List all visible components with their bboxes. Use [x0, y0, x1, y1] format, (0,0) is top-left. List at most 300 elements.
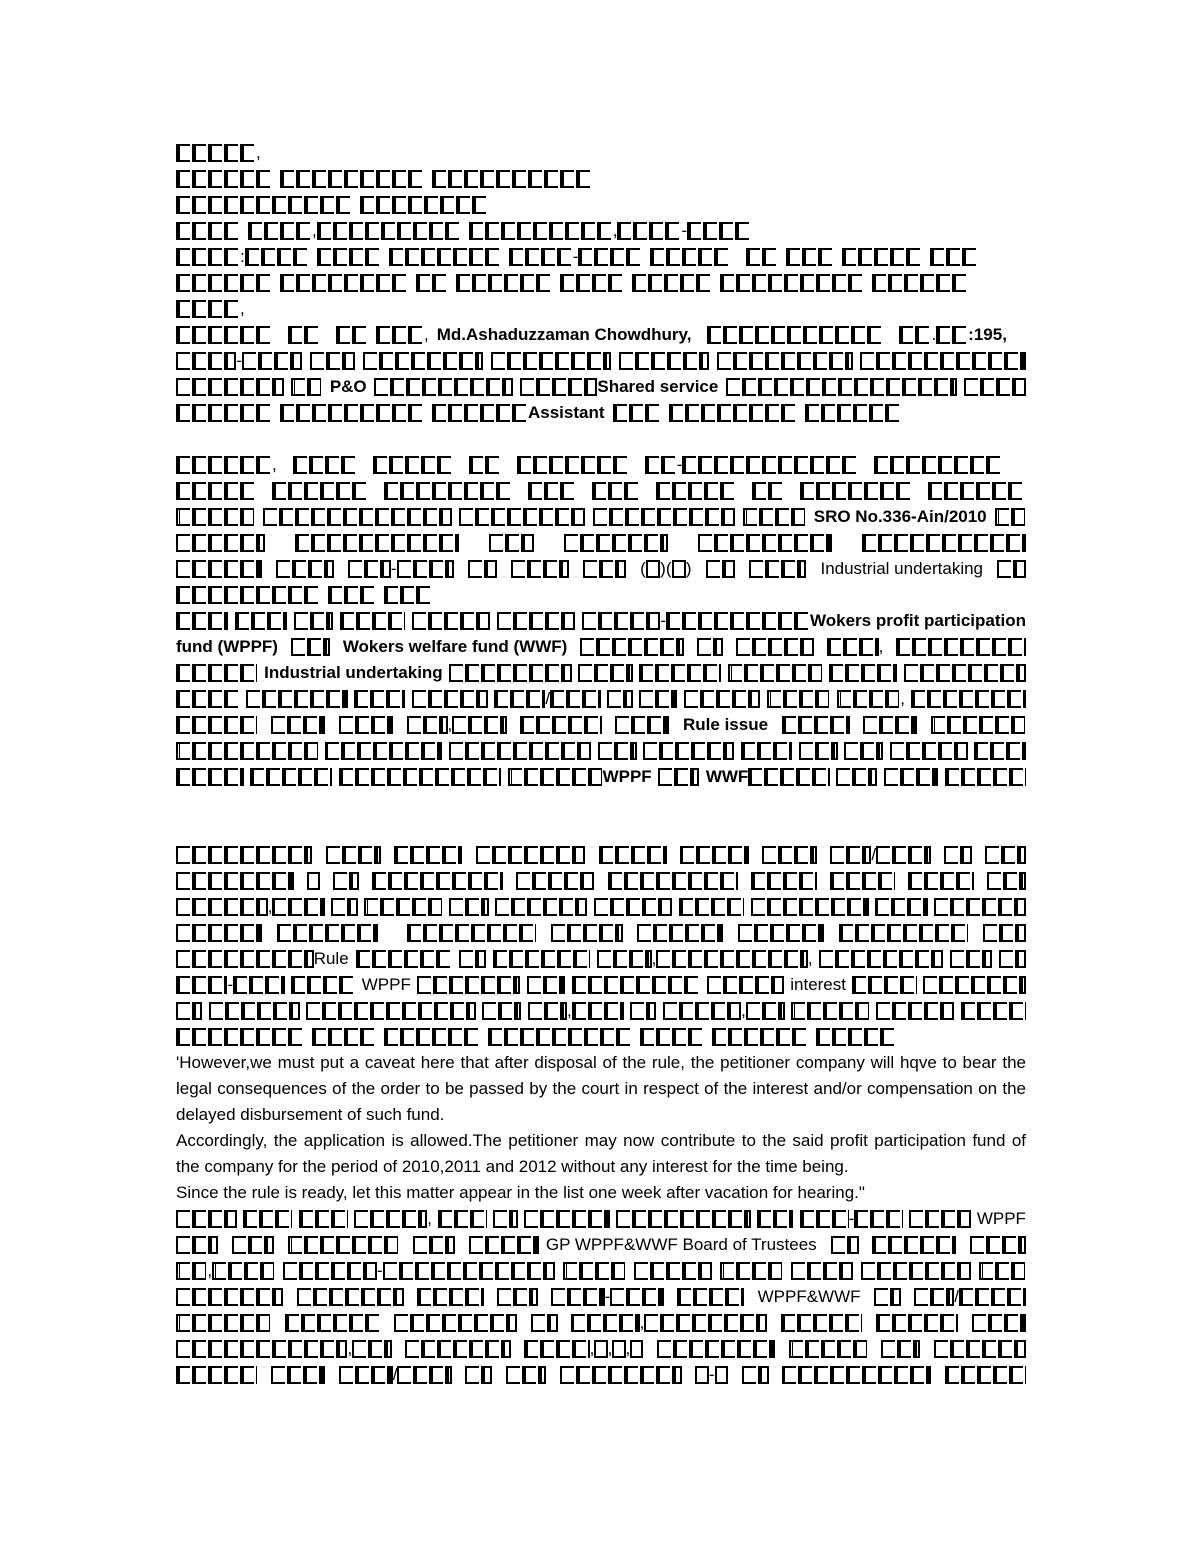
- unrendered-glyphs: [372, 872, 503, 890]
- unrendered-glyphs: [944, 846, 971, 864]
- unrendered-glyphs: [728, 664, 823, 682]
- unrendered-glyphs: [863, 716, 917, 734]
- unrendered-glyphs: [672, 560, 686, 578]
- unrendered-glyphs: [752, 482, 784, 500]
- closing-line-3: , -: [176, 1258, 1026, 1284]
- unrendered-glyphs: [384, 1028, 480, 1046]
- unrendered-glyphs: [384, 482, 512, 500]
- unrendered-glyphs: [697, 638, 723, 656]
- unrendered-glyphs: [469, 456, 501, 474]
- unrendered-glyphs: [176, 872, 294, 890]
- unrendered-glyphs: [872, 274, 968, 292]
- unrendered-glyphs: [896, 638, 1026, 656]
- para2-line-6: [176, 582, 1026, 608]
- unrendered-glyphs: [307, 872, 320, 890]
- unrendered-glyphs: [615, 716, 669, 734]
- unrendered-glyphs: [339, 1366, 393, 1384]
- intro-line-4: Assistant: [176, 400, 1026, 426]
- unrendered-glyphs: [394, 846, 462, 864]
- recipient-line-2: [176, 192, 1026, 218]
- unrendered-glyphs: [412, 612, 491, 630]
- unrendered-glyphs: [176, 534, 265, 552]
- subject-line-1: : -: [176, 244, 1026, 270]
- unrendered-glyphs: [656, 950, 807, 968]
- unrendered-glyphs: [508, 768, 603, 786]
- unrendered-glyphs: [493, 1210, 518, 1228]
- unrendered-glyphs: [720, 1262, 783, 1280]
- unrendered-glyphs: [176, 144, 256, 162]
- unrendered-glyphs: [551, 924, 623, 942]
- unrendered-glyphs: [176, 742, 319, 760]
- unrendered-glyphs: [176, 560, 262, 578]
- unrendered-glyphs: [176, 248, 240, 266]
- unrendered-glyphs: [909, 1210, 970, 1228]
- unrendered-glyphs: [881, 1340, 921, 1358]
- para2-line-4: [176, 530, 1026, 556]
- unrendered-glyphs: [520, 716, 601, 734]
- unrendered-glyphs: [616, 1210, 751, 1228]
- unrendered-glyphs: [312, 1028, 376, 1046]
- unrendered-glyphs: [852, 976, 916, 994]
- unrendered-glyphs: [844, 742, 883, 760]
- para3-line-2: [176, 868, 1026, 894]
- unrendered-glyphs: [250, 768, 331, 786]
- unrendered-glyphs: [432, 170, 592, 188]
- unrendered-glyphs: [283, 1262, 377, 1280]
- unrendered-glyphs: [354, 690, 405, 708]
- unrendered-glyphs: [682, 456, 858, 474]
- unrendered-glyphs: [293, 456, 357, 474]
- para2-line-3: SRO No.336-Ain/2010: [176, 504, 1026, 530]
- unrendered-glyphs: [874, 456, 1002, 474]
- unrendered-glyphs: [272, 898, 324, 916]
- unrendered-glyphs: [528, 482, 576, 500]
- unrendered-glyphs: [509, 248, 573, 266]
- document-body: [176, 140, 1026, 1388]
- unrendered-glyphs: [243, 1210, 292, 1228]
- unrendered-glyphs: [212, 1262, 275, 1280]
- unrendered-glyphs: [640, 1028, 704, 1046]
- unrendered-glyphs: [560, 1366, 682, 1384]
- unrendered-glyphs: [520, 378, 597, 396]
- para2-line-2: [176, 478, 1026, 504]
- unrendered-glyphs: [291, 638, 330, 656]
- unrendered-glyphs: [836, 768, 877, 786]
- unrendered-glyphs: [680, 846, 748, 864]
- unrendered-glyphs: [449, 742, 592, 760]
- unrendered-glyphs: [782, 1366, 931, 1384]
- unrendered-glyphs: [524, 1210, 610, 1228]
- unrendered-glyphs: [970, 1236, 1026, 1254]
- unrendered-glyphs: [684, 690, 760, 708]
- unrendered-glyphs: [746, 1002, 785, 1020]
- unrendered-glyphs: [449, 898, 488, 916]
- unrendered-glyphs: [800, 482, 912, 500]
- unrendered-glyphs: [469, 222, 613, 240]
- unrendered-glyphs: [580, 638, 684, 656]
- unrendered-glyphs: [354, 1210, 428, 1228]
- unrendered-glyphs: [837, 690, 901, 708]
- unrendered-glyphs: [831, 1236, 859, 1254]
- unrendered-glyphs: [176, 846, 312, 864]
- unrendered-glyphs: [339, 768, 502, 786]
- unrendered-glyphs: [551, 1288, 605, 1306]
- unrendered-glyphs: [297, 1288, 404, 1306]
- unrendered-glyphs: [263, 508, 452, 526]
- unrendered-glyphs: [517, 456, 629, 474]
- unrendered-glyphs: [876, 846, 931, 864]
- unrendered-glyphs: [613, 404, 661, 422]
- unrendered-glyphs: [630, 1340, 643, 1358]
- unrendered-glyphs: [288, 1236, 400, 1254]
- unrendered-glyphs: [762, 846, 817, 864]
- unrendered-glyphs: [550, 690, 601, 708]
- unrendered-glyphs: [934, 898, 1026, 916]
- unrendered-glyphs: [373, 456, 453, 474]
- unrendered-glyphs: [736, 638, 814, 656]
- unrendered-glyphs: [904, 664, 1026, 682]
- unrendered-glyphs: [582, 612, 661, 630]
- unrendered-glyphs: [862, 534, 1026, 552]
- unrendered-glyphs: [176, 1028, 304, 1046]
- unrendered-glyphs: [679, 898, 745, 916]
- unrendered-glyphs: [650, 248, 730, 266]
- unrendered-glyphs: [800, 1210, 849, 1228]
- para2-line-1: , -: [176, 452, 1026, 478]
- unrendered-glyphs: [669, 404, 797, 422]
- unrendered-glyphs: [827, 638, 879, 656]
- unrendered-glyphs: [830, 872, 895, 890]
- unrendered-glyphs: [489, 534, 534, 552]
- unrendered-glyphs: [607, 690, 632, 708]
- unrendered-glyphs: [363, 352, 484, 370]
- unrendered-glyphs: [829, 664, 897, 682]
- unrendered-glyphs: [742, 1366, 769, 1384]
- unrendered-glyphs: [352, 1340, 392, 1358]
- unrendered-glyphs: [945, 768, 1026, 786]
- unrendered-glyphs: [706, 560, 735, 578]
- unrendered-glyphs: [506, 1366, 547, 1384]
- unrendered-glyphs: [617, 222, 681, 240]
- unrendered-glyphs: [417, 1288, 484, 1306]
- unrendered-glyphs: [663, 1002, 741, 1020]
- unrendered-glyphs: [717, 352, 853, 370]
- unrendered-glyphs: [528, 1002, 567, 1020]
- unrendered-glyphs: [791, 1002, 869, 1020]
- closing-line-1: , - WPPF: [176, 1206, 1026, 1232]
- unrendered-glyphs: [876, 1314, 958, 1332]
- unrendered-glyphs: [176, 1366, 257, 1384]
- unrendered-glyphs: [482, 1002, 521, 1020]
- unrendered-glyphs: [928, 482, 1024, 500]
- unrendered-glyphs: [488, 1028, 632, 1046]
- unrendered-glyphs: [459, 508, 585, 526]
- unrendered-glyphs: [875, 898, 927, 916]
- unrendered-glyphs: [246, 690, 348, 708]
- unrendered-glyphs: [336, 326, 368, 344]
- address-line: , , -: [176, 218, 1026, 244]
- unrendered-glyphs: [288, 326, 320, 344]
- unrendered-glyphs: [643, 742, 734, 760]
- para3-line-8: [176, 1024, 1026, 1050]
- unrendered-glyphs: [280, 404, 424, 422]
- unrendered-glyphs: [639, 664, 720, 682]
- unrendered-glyphs: [340, 612, 405, 630]
- salutation-line: ,: [176, 140, 1026, 166]
- para2-line-7: - Wokers profit participation: [176, 608, 1026, 634]
- unrendered-glyphs: [176, 1314, 271, 1332]
- unrendered-glyphs: [578, 248, 642, 266]
- unrendered-glyphs: [658, 768, 699, 786]
- unrendered-glyphs: [999, 950, 1027, 968]
- unrendered-glyphs: [176, 924, 262, 942]
- unrendered-glyphs: [325, 742, 442, 760]
- intro-line-1: , Md.Ashaduzzaman Chowdhury, . :195,: [176, 322, 1026, 348]
- unrendered-glyphs: [280, 170, 424, 188]
- unrendered-glyphs: [983, 924, 1026, 942]
- unrendered-glyphs: [465, 1366, 492, 1384]
- unrendered-glyphs: [176, 664, 257, 682]
- unrendered-glyphs: [449, 664, 571, 682]
- unrendered-glyphs: [176, 1288, 283, 1306]
- unrendered-glyphs: [861, 1262, 971, 1280]
- unrendered-glyphs: [632, 274, 712, 292]
- unrendered-glyphs: [974, 742, 1026, 760]
- unrendered-glyphs: [176, 716, 257, 734]
- unrendered-glyphs: [280, 274, 408, 292]
- unrendered-glyphs: [397, 1366, 451, 1384]
- unrendered-glyphs: [291, 976, 355, 994]
- unrendered-glyphs: [751, 872, 816, 890]
- unrendered-glyphs: [476, 846, 585, 864]
- unrendered-glyphs: [235, 612, 287, 630]
- unrendered-glyphs: [645, 456, 677, 474]
- unrendered-glyphs: [884, 768, 938, 786]
- unrendered-glyphs: [233, 976, 284, 994]
- unrendered-glyphs: [572, 976, 701, 994]
- unrendered-glyphs: [698, 534, 832, 552]
- unrendered-glyphs: [493, 950, 589, 968]
- unrendered-glyphs: [348, 560, 391, 578]
- unrendered-glyphs: [176, 274, 272, 292]
- unrendered-glyphs: [272, 482, 368, 500]
- unrendered-glyphs: [176, 898, 268, 916]
- unrendered-glyphs: [950, 950, 991, 968]
- unrendered-glyphs: [317, 248, 381, 266]
- unrendered-glyphs: [413, 1236, 455, 1254]
- unrendered-glyphs: [914, 1288, 954, 1306]
- unrendered-glyphs: [726, 378, 957, 396]
- unrendered-glyphs: [816, 1028, 896, 1046]
- unrendered-glyphs: [908, 872, 973, 890]
- unrendered-glyphs: [563, 1262, 626, 1280]
- closing-line-5: ,: [176, 1310, 1026, 1336]
- unrendered-glyphs: [592, 482, 640, 500]
- para2-line-10: / ,: [176, 686, 1026, 712]
- unrendered-glyphs: [890, 742, 968, 760]
- unrendered-glyphs: [749, 560, 806, 578]
- unrendered-glyphs: [646, 560, 660, 578]
- para2-line-8: fund (WPPF) Wokers welfare fund (WWF) ,: [176, 634, 1026, 660]
- para2-line-13: WPPF WWF: [176, 764, 1026, 790]
- unrendered-glyphs: [612, 1340, 625, 1358]
- unrendered-glyphs: [232, 1236, 274, 1254]
- unrendered-glyphs: [695, 1366, 709, 1384]
- unrendered-glyphs: [459, 950, 487, 968]
- para2-line-12: [176, 738, 1026, 764]
- unrendered-glyphs: [389, 248, 501, 266]
- unrendered-glyphs: [639, 690, 677, 708]
- unrendered-glyphs: [860, 352, 1026, 370]
- unrendered-glyphs: [374, 378, 512, 396]
- unrendered-glyphs: [245, 248, 309, 266]
- unrendered-glyphs: [805, 404, 901, 422]
- unrendered-glyphs: [209, 1002, 300, 1020]
- unrendered-glyphs: [571, 1314, 639, 1332]
- closing-line-2: GP WPPF&WWF Board of Trustees: [176, 1232, 1026, 1258]
- unrendered-glyphs: [572, 1002, 624, 1020]
- unrendered-glyphs: [456, 274, 552, 292]
- unrendered-glyphs: [707, 326, 883, 344]
- unrendered-glyphs: [979, 1262, 1026, 1280]
- unrendered-glyphs: [819, 950, 943, 968]
- unrendered-glyphs: [360, 196, 488, 214]
- unrendered-glyphs: [741, 742, 793, 760]
- unrendered-glyphs: [276, 560, 333, 578]
- unrendered-glyphs: [751, 898, 869, 916]
- unrendered-glyphs: [923, 976, 1026, 994]
- quote-paragraph-1: 'However,we must put a caveat here that after disposal of the rule, the petitioner company will hqve to bear the legal consequences of the order to be passed by the court in respect of the interest and/or compensation on the delayed disbursement of such fund.: [176, 1053, 1026, 1124]
- closing-line-7: / -: [176, 1362, 1026, 1388]
- unrendered-glyphs: [720, 274, 864, 292]
- unrendered-glyphs: [738, 924, 824, 942]
- unrendered-glyphs: [516, 872, 594, 890]
- unrendered-glyphs: [610, 1288, 664, 1306]
- unrendered-glyphs: [176, 950, 314, 968]
- unrendered-glyphs: [634, 1262, 712, 1280]
- unrendered-glyphs: [644, 1314, 767, 1332]
- unrendered-glyphs: [416, 274, 448, 292]
- unrendered-glyphs: [583, 560, 626, 578]
- unrendered-glyphs: [637, 924, 723, 942]
- greeting-line: ,: [176, 296, 1026, 322]
- unrendered-glyphs: [531, 1314, 558, 1332]
- unrendered-glyphs: [597, 950, 652, 968]
- unrendered-glyphs: [789, 1340, 868, 1358]
- unrendered-glyphs: [931, 716, 1026, 734]
- unrendered-glyphs: [176, 976, 227, 994]
- closing-line-6: , , , ,: [176, 1336, 1026, 1362]
- unrendered-glyphs: [830, 846, 871, 864]
- unrendered-glyphs: [328, 586, 376, 604]
- unrendered-glyphs: [176, 378, 284, 396]
- unrendered-glyphs: [707, 976, 784, 994]
- unrendered-glyphs: [872, 1236, 956, 1254]
- unrendered-glyphs: [497, 612, 576, 630]
- unrendered-glyphs: [911, 690, 1026, 708]
- unrendered-glyphs: [656, 482, 736, 500]
- para3-line-6: - WPPF interest: [176, 972, 1026, 998]
- subject-line-2: [176, 270, 1026, 296]
- unrendered-glyphs: [176, 196, 352, 214]
- unrendered-glyphs: [746, 248, 778, 266]
- unrendered-glyphs: [394, 1314, 517, 1332]
- unrendered-glyphs: [469, 1236, 539, 1254]
- unrendered-glyphs: [511, 560, 568, 578]
- unrendered-glyphs: [594, 898, 673, 916]
- unrendered-glyphs: [961, 1002, 1026, 1020]
- unrendered-glyphs: [438, 1210, 487, 1228]
- unrendered-glyphs: [176, 404, 272, 422]
- intro-line-3: P&O Shared service: [176, 374, 1026, 400]
- unrendered-glyphs: [781, 1314, 863, 1332]
- unrendered-glyphs: [412, 690, 488, 708]
- unrendered-glyphs: [839, 924, 969, 942]
- unrendered-glyphs: [397, 560, 454, 578]
- unrendered-glyphs: [317, 222, 461, 240]
- unrendered-glyphs: [964, 378, 1026, 396]
- unrendered-glyphs: [294, 612, 333, 630]
- unrendered-glyphs: [930, 248, 978, 266]
- unrendered-glyphs: [468, 560, 497, 578]
- unrendered-glyphs: [364, 898, 443, 916]
- unrendered-glyphs: [176, 768, 244, 786]
- unrendered-glyphs: [376, 326, 424, 344]
- unrendered-glyphs: [985, 846, 1026, 864]
- unrendered-glyphs: [527, 976, 566, 994]
- unrendered-glyphs: [299, 1210, 348, 1228]
- unrendered-glyphs: [306, 1002, 475, 1020]
- unrendered-glyphs: [687, 222, 751, 240]
- unrendered-glyphs: [291, 378, 322, 396]
- unrendered-glyphs: [748, 768, 829, 786]
- unrendered-glyphs: [176, 170, 272, 188]
- closing-line-4: - WPPF&WWF /: [176, 1284, 1026, 1310]
- unrendered-glyphs: [945, 1366, 1026, 1384]
- unrendered-glyphs: [791, 1262, 854, 1280]
- unrendered-glyphs: [176, 612, 228, 630]
- unrendered-glyphs: [936, 326, 968, 344]
- unrendered-glyphs: [757, 1210, 794, 1228]
- unrendered-glyphs: [712, 1028, 808, 1046]
- unrendered-glyphs: [271, 1366, 325, 1384]
- unrendered-glyphs: [176, 482, 256, 500]
- unrendered-glyphs: [972, 1314, 1026, 1332]
- recipient-line-1: [176, 166, 1026, 192]
- unrendered-glyphs: [407, 716, 448, 734]
- unrendered-glyphs: [786, 248, 834, 266]
- unrendered-glyphs: [494, 690, 545, 708]
- unrendered-glyphs: [598, 742, 637, 760]
- unrendered-glyphs: [384, 586, 432, 604]
- unrendered-glyphs: [874, 1288, 901, 1306]
- unrendered-glyphs: [285, 1314, 380, 1332]
- unrendered-glyphs: [782, 716, 850, 734]
- unrendered-glyphs: [176, 352, 236, 370]
- unrendered-glyphs: [524, 1340, 590, 1358]
- unrendered-glyphs: [339, 716, 393, 734]
- unrendered-glyphs: [295, 534, 459, 552]
- unrendered-glyphs: [452, 716, 506, 734]
- unrendered-glyphs: [176, 456, 272, 474]
- unrendered-glyphs: [997, 560, 1026, 578]
- unrendered-glyphs: [560, 274, 624, 292]
- unrendered-glyphs: [593, 508, 735, 526]
- unrendered-glyphs: [842, 248, 922, 266]
- unrendered-glyphs: [899, 326, 931, 344]
- unrendered-glyphs: [383, 1262, 556, 1280]
- unrendered-glyphs: [407, 924, 537, 942]
